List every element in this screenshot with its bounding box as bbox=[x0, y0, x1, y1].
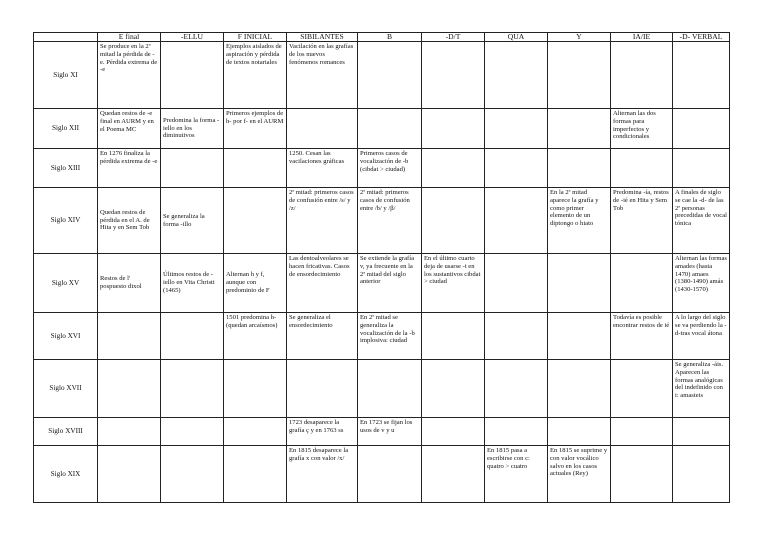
table-cell: Restos de l' pospuesto dixol bbox=[98, 254, 161, 313]
table-cell bbox=[611, 446, 673, 503]
table-cell: Se generaliza la forma -illo bbox=[161, 188, 224, 254]
table-cell bbox=[548, 360, 611, 418]
table-cell bbox=[161, 149, 224, 188]
column-header: B bbox=[358, 33, 422, 42]
table-row bbox=[34, 188, 730, 254]
table-cell: Todavía es posible encontrar restos de ié bbox=[611, 313, 673, 360]
table-row bbox=[34, 42, 730, 109]
column-header: IA/IE bbox=[611, 33, 673, 42]
table-cell bbox=[485, 109, 548, 149]
table-cell: Se produce en la 2ª mitad la pérdida de -e. Pérdida extrema de -e bbox=[98, 42, 161, 109]
table-cell: Quedan restos de -e final en AURM y en el Poema MC bbox=[98, 109, 161, 149]
table-cell bbox=[485, 188, 548, 254]
table-cell bbox=[358, 109, 422, 149]
column-header: Y bbox=[548, 33, 611, 42]
table-row bbox=[34, 360, 730, 418]
table-cell bbox=[548, 313, 611, 360]
table-cell bbox=[224, 149, 287, 188]
column-header: -D- VERBAL bbox=[673, 33, 730, 42]
table-cell bbox=[224, 360, 287, 418]
table-cell: En 1276 finaliza la pérdida extrema de -e bbox=[98, 149, 161, 188]
table-cell bbox=[161, 360, 224, 418]
table-cell bbox=[485, 418, 548, 446]
header-corner bbox=[34, 33, 98, 42]
table-cell: Primeros casos de vocalización de -b (cibdat > ciudad) bbox=[358, 149, 422, 188]
table-cell bbox=[422, 109, 485, 149]
table-row bbox=[34, 109, 730, 149]
table-cell bbox=[161, 446, 224, 503]
century-label: Siglo XIX bbox=[34, 446, 98, 503]
table-cell bbox=[422, 313, 485, 360]
table-cell: Vacilación en las grafías de los nuevos fenómenos romances bbox=[287, 42, 358, 109]
table-cell: Alternan h y f, aunque con predominio de F bbox=[224, 254, 287, 313]
table-row bbox=[34, 254, 730, 313]
century-label: Siglo XVII bbox=[34, 360, 98, 418]
table-cell bbox=[422, 42, 485, 109]
table-cell: 2ª mitad: primeros casos de confusión entre /b/ y /β/ bbox=[358, 188, 422, 254]
history-table bbox=[33, 32, 730, 503]
table-cell: Alternan las formas amades (hasta 1470) amaes (1380-1490) amás (1430-1570) bbox=[673, 254, 730, 313]
century-label: Siglo XIV bbox=[34, 188, 98, 254]
table-cell: Predomina -ía, restos de -ié en Hita y Sem Tob bbox=[611, 188, 673, 254]
table-cell: A finales de siglo se cae la -d- de las 2ª personas precedidas de vocal tónica bbox=[673, 188, 730, 254]
table-cell bbox=[224, 446, 287, 503]
table-cell: En el último cuarto deja de usarse -t en los sustantivos cibdat > ciudad bbox=[422, 254, 485, 313]
table-cell bbox=[485, 42, 548, 109]
table-cell: A lo largo del siglo se va perdiendo la -d-tras vocal átona bbox=[673, 313, 730, 360]
table-cell: Primeros ejemplos de h- por f- en el AURM bbox=[224, 109, 287, 149]
century-label: Siglo XI bbox=[34, 42, 98, 109]
table-cell bbox=[673, 42, 730, 109]
table-cell bbox=[422, 446, 485, 503]
table-cell bbox=[548, 149, 611, 188]
table-cell: Alternan las dos formas para imperfectos y condicionales bbox=[611, 109, 673, 149]
table-cell: Últimos restos de -iello en Vita Christi (1465) bbox=[161, 254, 224, 313]
table-cell: 1501 predomina h- (quedan arcaísmos) bbox=[224, 313, 287, 360]
table-cell bbox=[422, 188, 485, 254]
table-row bbox=[34, 313, 730, 360]
table-cell: En 1815 desaparece la grafía x con valor /x/ bbox=[287, 446, 358, 503]
table-cell bbox=[611, 42, 673, 109]
column-header: -D/T bbox=[422, 33, 485, 42]
table-row bbox=[34, 446, 730, 503]
table-cell: 2ª mitad: primeros casos de confusión entre /s/ y /z/ bbox=[287, 188, 358, 254]
table-cell: En la 2ª mitad aparece la grafía y como primer elemento de un diptongo o hiato bbox=[548, 188, 611, 254]
table-cell bbox=[161, 418, 224, 446]
table-cell bbox=[287, 109, 358, 149]
table-cell bbox=[98, 446, 161, 503]
table-cell bbox=[611, 254, 673, 313]
column-header: SIBILANTES bbox=[287, 33, 358, 42]
table-cell bbox=[548, 418, 611, 446]
table-cell: Se extiende la grafía v, ya frecuente en la 2ª mitad del siglo anterior bbox=[358, 254, 422, 313]
table-cell bbox=[485, 149, 548, 188]
column-header: F INICIAL bbox=[224, 33, 287, 42]
table-cell bbox=[358, 360, 422, 418]
table-body bbox=[34, 42, 730, 503]
table-cell bbox=[485, 254, 548, 313]
table-row bbox=[34, 418, 730, 446]
century-label: Siglo XVI bbox=[34, 313, 98, 360]
table-cell bbox=[673, 149, 730, 188]
table-cell bbox=[673, 418, 730, 446]
table-cell bbox=[161, 313, 224, 360]
table-cell bbox=[287, 360, 358, 418]
table-cell bbox=[422, 360, 485, 418]
table-cell bbox=[422, 149, 485, 188]
table-cell bbox=[224, 188, 287, 254]
table-cell: Quedan restos de pérdida en el A. de Hita y en Sem Tob bbox=[98, 188, 161, 254]
table-cell bbox=[548, 254, 611, 313]
table-cell bbox=[485, 313, 548, 360]
table-cell bbox=[161, 42, 224, 109]
table-cell bbox=[422, 418, 485, 446]
table-cell: Se generaliza el ensordecimiento bbox=[287, 313, 358, 360]
table-cell bbox=[611, 149, 673, 188]
table-cell: En 2ª mitad se generaliza la vocalización de la -b implosiva: ciudad bbox=[358, 313, 422, 360]
century-label: Siglo XIII bbox=[34, 149, 98, 188]
table-cell bbox=[548, 42, 611, 109]
column-header: E final bbox=[98, 33, 161, 42]
table-cell: Se generaliza -áis. Aparecen las formas analógicas del indefinido con i: amasteis bbox=[673, 360, 730, 418]
table-cell: 1250. Cesan las vacilaciones gráficas bbox=[287, 149, 358, 188]
century-label: Siglo XVIII bbox=[34, 418, 98, 446]
table-cell bbox=[358, 446, 422, 503]
table-cell: Las dentoalveolares se hacen fricativas. Casos de ensordecimiento bbox=[287, 254, 358, 313]
table-cell bbox=[98, 360, 161, 418]
table-cell: En 1815 pasa a escribirse con c: quatro > cuatro bbox=[485, 446, 548, 503]
table-cell: Predomina la forma -iello en los diminutivos bbox=[161, 109, 224, 149]
table-cell bbox=[673, 109, 730, 149]
century-label: Siglo XII bbox=[34, 109, 98, 149]
century-label: Siglo XV bbox=[34, 254, 98, 313]
table-cell bbox=[224, 418, 287, 446]
header-row bbox=[34, 33, 730, 42]
table-cell: Ejemplos aislados de aspiración y pérdida de textos notariales bbox=[224, 42, 287, 109]
table-row bbox=[34, 149, 730, 188]
table-cell bbox=[611, 360, 673, 418]
table-cell bbox=[98, 313, 161, 360]
table-cell: En 1723 se fijan los usos de v y u bbox=[358, 418, 422, 446]
table-cell bbox=[358, 42, 422, 109]
table-cell: 1723 desaparece la grafía ç y en 1763 ss bbox=[287, 418, 358, 446]
column-header: -ELLU bbox=[161, 33, 224, 42]
table-cell bbox=[98, 418, 161, 446]
column-header: QUA bbox=[485, 33, 548, 42]
table-cell bbox=[673, 446, 730, 503]
table-cell bbox=[548, 109, 611, 149]
table-cell bbox=[611, 418, 673, 446]
table-cell bbox=[485, 360, 548, 418]
table-cell: En 1815 se suprime y con valor vocálico salvo en los casos actuales (Rey) bbox=[548, 446, 611, 503]
